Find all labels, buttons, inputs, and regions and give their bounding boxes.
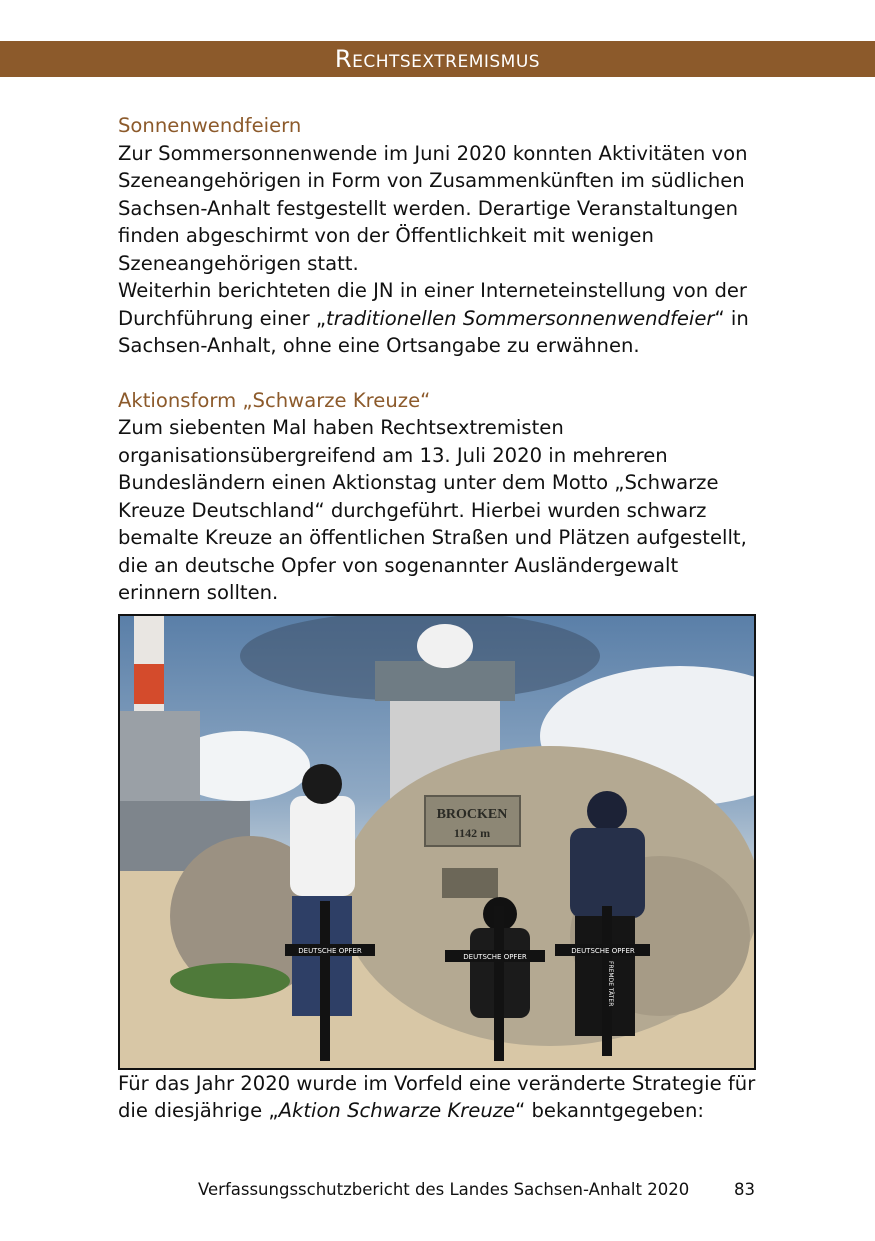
footer-publication-title: Verfassungsschutzbericht des Landes Sachsen-Anhalt 2020 [198,1180,690,1199]
paragraph-text-after: “ in Sachsen-Anhalt, ohne eine Ortsangabe zu erwähnen. [118,306,749,357]
grass [170,963,290,999]
page-number: 83 [734,1180,755,1199]
antenna-tower-stripe [134,664,164,704]
plaque [442,868,498,898]
paragraph-text-before: Für das Jahr 2020 wurde im Vorfeld eine veränderte Strategie für die diesjährige „ [118,1071,756,1122]
paragraph-sonnenwende-1: Zur Sommersonnenwende im Juni 2020 konnten Aktivitäten von Szeneangehörigen in Form von Zusammenkünften im südlichen Sachsen-Anhalt festgestellt werden. Derartige Veranstaltungen finden abgeschirmt von der Öffentlichkeit mit wenigen Szeneangehörigen statt. [118,141,748,275]
photo-brocken-crosses [118,614,756,1070]
paragraph-text-italic: Aktion Schwarze Kreuze [278,1099,516,1122]
section-spacer [118,360,758,387]
section-heading-schwarze-kreuze: Aktionsform „Schwarze Kreuze“ [118,388,431,412]
paragraph-sonnenwende-2 [118,277,758,360]
paragraph-text-italic: traditionellen Sommersonnenwendfeier [326,306,715,330]
paragraph-schwarze-kreuze-2 [118,1070,758,1125]
chapter-header-bar [0,41,875,77]
paragraph-text-after: “ bekanntgegeben: [515,1099,704,1122]
cross-label: DEUTSCHE OPFER [463,952,527,961]
paragraph-text-before: Weiterhin berichteten die JN in einer Interneteinstellung von der Durchführung einer „ [118,279,747,330]
radar-dome [417,624,473,668]
section-heading-sonnenwendfeiern: Sonnenwendfeiern [118,114,302,137]
sign-text-name: BROCKEN [436,806,508,822]
cross-vertical-label: FREMDE TÄTER [607,960,614,1006]
tower-structure [120,711,200,801]
chapter-title: Rechtsextremismus [334,45,541,73]
sign-text-altitude: 1142 m [453,825,491,840]
paragraph-schwarze-kreuze-1: Zum siebenten Mal haben Rechtsextremisten organisationsübergreifend am 13. Juli 2020 in mehreren Bundesländern einen Aktionstag unter dem Motto „Schwarze Kreuze Deutschland“ durchgeführt. Hierbei wurden schwarz bemalte Kreuze an öffentlichen Straßen und Plätzen aufgestellt, die an deutsche Opfer von sogenannter Ausländergewalt erinnern sollten. [118,416,747,604]
cross-label: DEUTSCHE OPFER [298,946,362,955]
cross-label: DEUTSCHE OPFER [571,946,635,955]
main-content [118,112,758,1125]
photo-illustration [120,616,754,1068]
